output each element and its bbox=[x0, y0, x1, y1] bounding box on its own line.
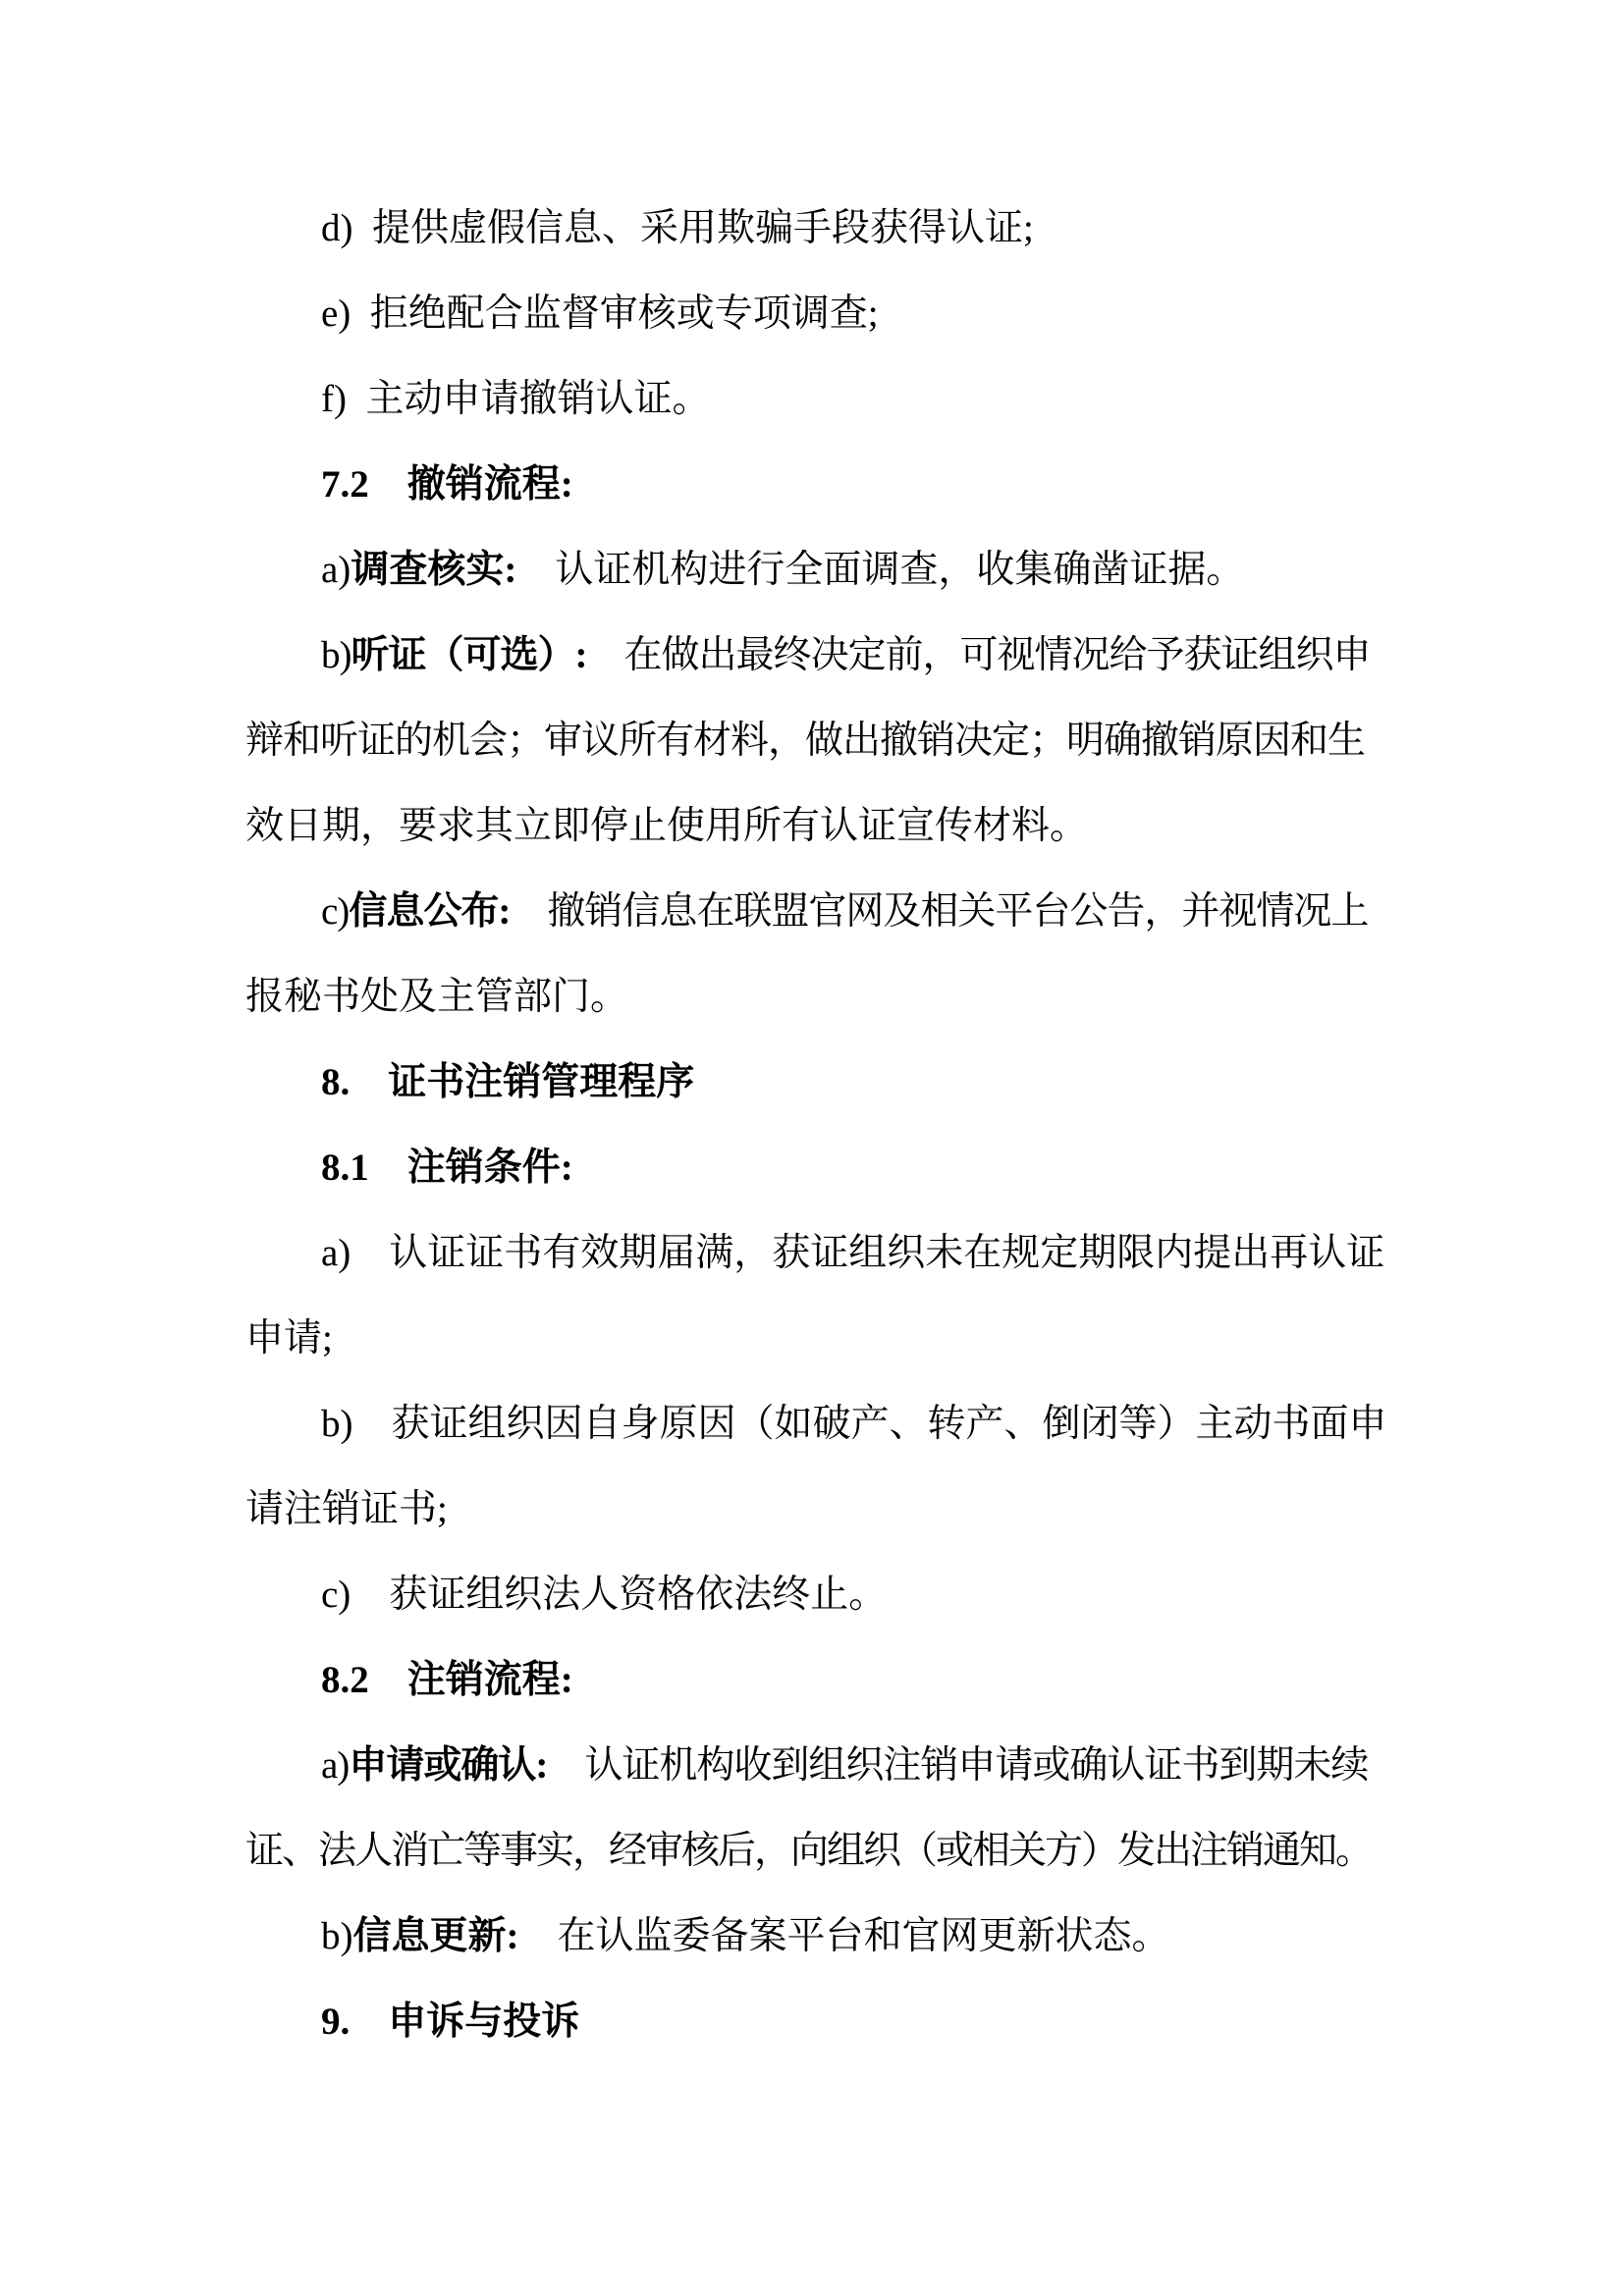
text-run: 效日期，要求其立即停止使用所有认证宣传材料。 bbox=[245, 805, 1089, 847]
text-run: 撤销信息在联盟官网及相关平台公告，并视情况上 bbox=[510, 890, 1369, 933]
step-b-hearing-line-3 bbox=[245, 783, 1377, 869]
text-run: e) 拒绝配合监督审核或专项调查; bbox=[321, 293, 879, 335]
bold-label: 申请或确认: bbox=[349, 1744, 548, 1787]
step-b-hearing-line-2 bbox=[245, 698, 1377, 783]
list-item-f bbox=[245, 356, 1377, 442]
bold-label: 调查核实: bbox=[351, 549, 517, 591]
text-run: 在认监委备案平台和官网更新状态。 bbox=[518, 1915, 1170, 1957]
list-marker: a) bbox=[321, 549, 352, 591]
step-c-info-publish-line-1 bbox=[245, 869, 1377, 954]
text-run: b) 获证组织因自身原因（如破产、转产、倒闭等）主动书面申 bbox=[321, 1403, 1387, 1445]
condition-b-line-1 bbox=[245, 1381, 1387, 1467]
text-run: 辩和听证的机会；审议所有材料，做出撤销决定；明确撤销原因和生 bbox=[245, 720, 1366, 762]
text-run: 认证机构进行全面调查，收集确凿证据。 bbox=[516, 549, 1245, 591]
list-marker: b) bbox=[321, 634, 352, 676]
list-item-e bbox=[245, 271, 1377, 356]
text-run: 认证机构收到组织注销申请或确认证书到期未续 bbox=[547, 1744, 1369, 1787]
condition-a-line-1 bbox=[245, 1210, 1385, 1296]
bold-label: 信息更新: bbox=[352, 1915, 519, 1957]
heading-text: 8.2 注销流程: bbox=[321, 1659, 573, 1701]
step-c-info-publish-line-2 bbox=[245, 954, 1377, 1040]
heading-8-2-cancellation-process bbox=[245, 1637, 1377, 1723]
bold-label: 信息公布: bbox=[349, 890, 511, 933]
document-content bbox=[245, 186, 1387, 2064]
text-run: 申请; bbox=[245, 1317, 333, 1360]
list-marker: c) bbox=[321, 890, 350, 933]
text-run: 证、法人消亡等事实，经审核后，向组织（或相关方）发出注销通知。 bbox=[245, 1830, 1373, 1872]
list-item-d bbox=[245, 186, 1377, 271]
text-run: d) 提供虚假信息、采用欺骗手段获得认证; bbox=[321, 207, 1034, 249]
heading-8-1-cancellation-conditions bbox=[245, 1125, 1377, 1210]
heading-7-2-revocation-process bbox=[245, 442, 1377, 527]
step-a-investigation bbox=[245, 527, 1377, 613]
condition-b-line-2 bbox=[245, 1467, 1377, 1552]
heading-text: 8.1 注销条件: bbox=[321, 1147, 573, 1189]
heading-text: 7.2 撤销流程: bbox=[321, 463, 573, 506]
step-b-hearing-line-1 bbox=[245, 613, 1377, 698]
heading-text: 9. 申诉与投诉 bbox=[321, 2001, 580, 2043]
condition-a-line-2 bbox=[245, 1296, 1377, 1381]
text-run: f) 主动申请撤销认证。 bbox=[321, 378, 711, 420]
condition-c bbox=[245, 1552, 1377, 1637]
bold-label: 听证（可选）: bbox=[351, 634, 587, 676]
step-b-info-update bbox=[245, 1894, 1377, 1979]
list-marker: a) bbox=[321, 1744, 350, 1787]
text-run: 报秘书处及主管部门。 bbox=[245, 976, 629, 1018]
list-marker: b) bbox=[321, 1915, 353, 1957]
heading-8-certificate-cancellation bbox=[245, 1040, 1377, 1125]
step-a-apply-confirm-line-2 bbox=[245, 1808, 1377, 1894]
heading-text: 8. 证书注销管理程序 bbox=[321, 1061, 695, 1103]
text-run: 在做出最终决定前，可视情况给予获证组织申 bbox=[586, 634, 1371, 676]
text-run: c) 获证组织法人资格依法终止。 bbox=[321, 1574, 888, 1616]
heading-9-appeals-complaints bbox=[245, 1979, 1377, 2064]
text-run: a) 认证证书有效期届满，获证组织未在规定期限内提出再认证 bbox=[321, 1232, 1385, 1274]
text-run: 请注销证书; bbox=[245, 1488, 448, 1530]
step-a-apply-confirm-line-1 bbox=[245, 1723, 1377, 1808]
